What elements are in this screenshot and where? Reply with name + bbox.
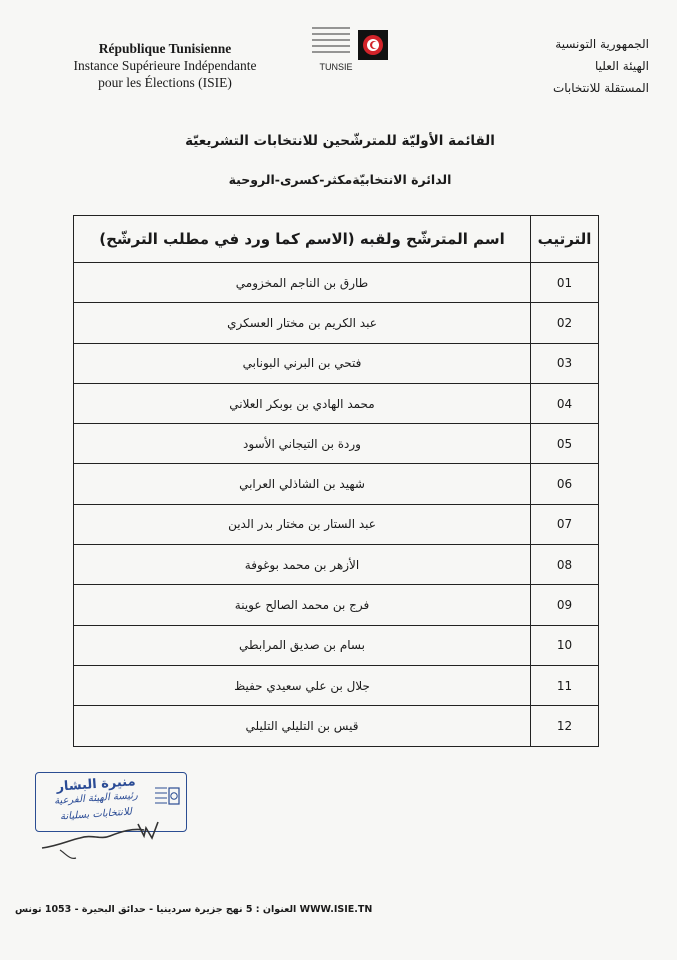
col-rank-header: الترتيب (531, 216, 599, 263)
table-header-row (74, 216, 599, 263)
row-name: فتحي بن البرني البونابي (74, 343, 531, 383)
row-rank: 04 (531, 383, 599, 423)
document-title: القائمة الأوليّة للمترشّحين للانتخابات التشريعيّة (185, 133, 495, 149)
table-row (74, 706, 599, 746)
row-rank: 01 (531, 263, 599, 303)
row-rank: 06 (531, 464, 599, 504)
header-fr-line1: République Tunisienne (98, 41, 232, 56)
logo-text: TUNSIE (319, 62, 353, 72)
header-arabic (489, 33, 649, 99)
table-row (74, 504, 599, 544)
table-row (74, 665, 599, 705)
col-name-header: اسم المترشّح ولقبه (الاسم كما ورد في مطلب الترشّح) (74, 216, 531, 263)
table-row (74, 424, 599, 464)
row-name: عبد الستار بن مختار بدر الدين (74, 504, 531, 544)
row-name: شهيد بن الشاذلي العرابي (74, 464, 531, 504)
footer-address: العنوان : 5 نهج جزيرة سردينيا - حدائق البحيرة - 1053 تونس WWW.ISIE.TN (15, 904, 373, 915)
header-ar-line1: الجمهورية التونسية (555, 37, 649, 51)
row-rank: 08 (531, 545, 599, 585)
row-name: عبد الكريم بن مختار العسكري (74, 303, 531, 343)
row-name: محمد الهادي بن بوبكر العلاني (74, 383, 531, 423)
header-ar-line3: المستقلة للانتخابات (552, 81, 649, 95)
table-row (74, 625, 599, 665)
row-rank: 07 (531, 504, 599, 544)
row-name: بسام بن صديق المرابطي (74, 625, 531, 665)
row-name: جلال بن علي سعيدي حفيظ (74, 665, 531, 705)
row-rank: 10 (531, 625, 599, 665)
row-name: طارق بن الناجم المخزومي (74, 263, 531, 303)
row-rank: 12 (531, 706, 599, 746)
row-name: الأزهر بن محمد بوغوفة (74, 545, 531, 585)
signature-icon (40, 810, 180, 870)
header-ar-line2: الهيئة العليا (594, 59, 649, 73)
header-fr-line2: Instance Supérieure Indépendante (73, 58, 257, 73)
row-name: قيس بن التليلي التليلي (74, 706, 531, 746)
table-row (74, 303, 599, 343)
table-row (74, 383, 599, 423)
row-rank: 03 (531, 343, 599, 383)
header-french (55, 40, 275, 91)
document-subtitle: الدائرة الانتخابيّةمكثر-كسرى-الروحية (228, 172, 452, 187)
row-rank: 11 (531, 665, 599, 705)
header-fr-line3: pour les Élections (ISIE) (98, 75, 232, 90)
candidates-table (73, 215, 599, 747)
row-name: وردة بن التيجاني الأسود (74, 424, 531, 464)
row-rank: 09 (531, 585, 599, 625)
stamp-line3: للانتخابات بسليانة (59, 806, 133, 823)
isie-logo-icon (308, 22, 398, 84)
table-row (74, 343, 599, 383)
row-rank: 02 (531, 303, 599, 343)
table-row (74, 585, 599, 625)
row-rank: 05 (531, 424, 599, 464)
table-row (74, 263, 599, 303)
stamp-line2: رئيسة الهيئة الفرعية (53, 790, 139, 807)
row-name: فرج بن محمد الصالح عوينة (74, 585, 531, 625)
stamp-line1: منيرة البشار (55, 774, 137, 795)
table-row (74, 464, 599, 504)
table-row (74, 545, 599, 585)
